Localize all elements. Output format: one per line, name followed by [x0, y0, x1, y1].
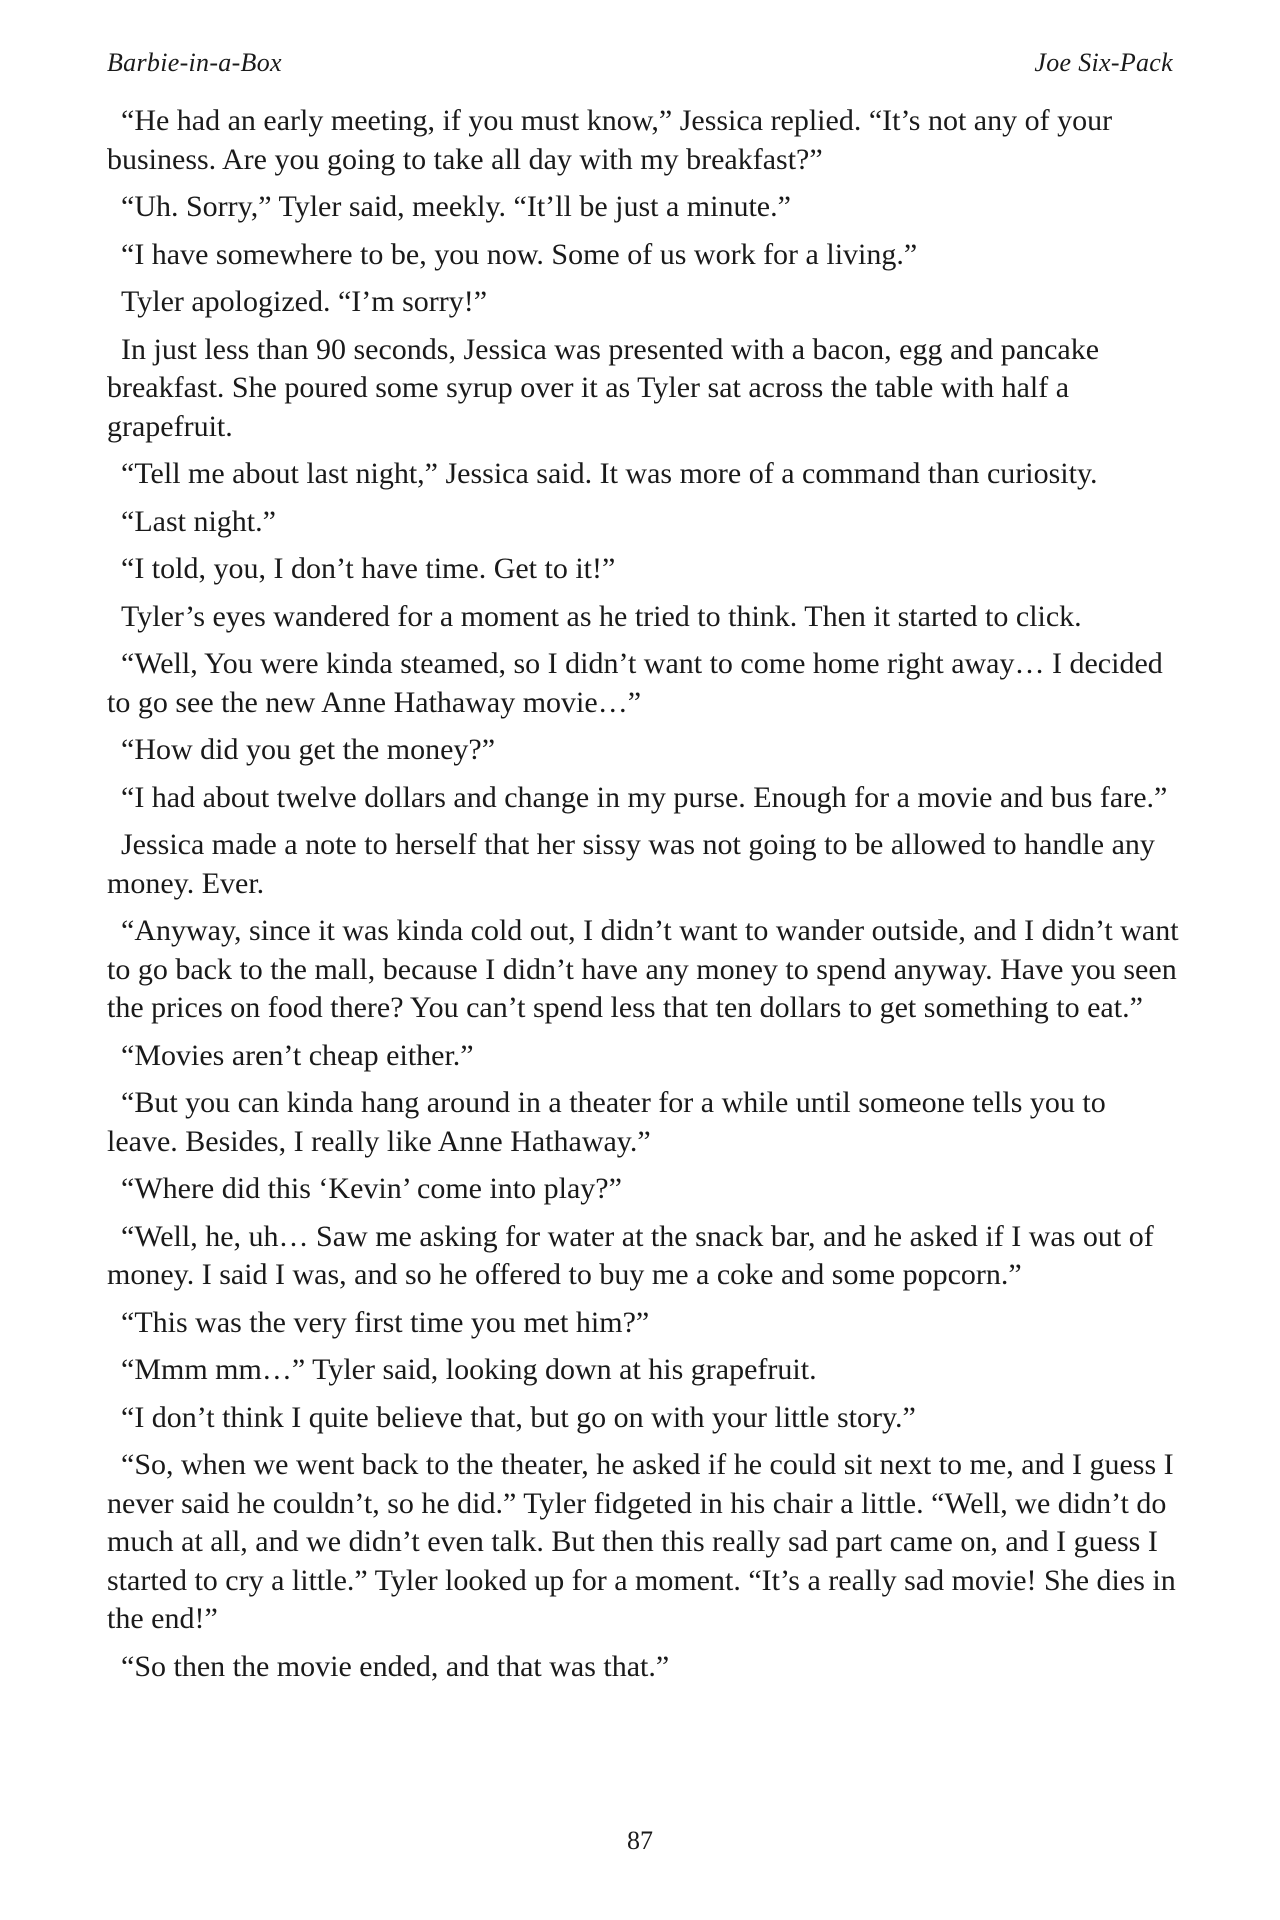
paragraph: “This was the very first time you met him?” — [121, 1305, 650, 1339]
paragraph: “I had about twelve dollars and change in my purse. Enough for a movie and bus fare.” — [121, 780, 1168, 814]
paragraph: “But you can kinda hang around in a theater for a while until someone tells you to leave. Besides, I really like Anne Hathaway.” — [107, 1086, 1106, 1158]
paragraph: “Mmm mm…” Tyler said, looking down at his grapefruit. — [121, 1353, 817, 1386]
page-number: 87 — [627, 1826, 653, 1855]
paragraph: “So, when we went back to the theater, he asked if he could sit next to me, and I guess I never said he couldn’t, so he did.” Tyler fidgeted in his chair a little. “Well, we didn’t do much at all, and we didn’t even talk. But then this really sad part came on, and I guess I started to cry a little.” Tyler looked up for a moment. “It’s a really sad movie! She dies in the end!” — [107, 1448, 1176, 1635]
paragraph: “Well, You were kinda steamed, so I didn’t want to come home right away… I decided to go see the new Anne Hathaway movie…” — [107, 647, 1163, 719]
paragraph: “So then the movie ended, and that was that.” — [121, 1649, 670, 1683]
running-header — [107, 48, 1173, 82]
paragraph: “Tell me about last night,” Jessica said. It was more of a command than curiosity. — [121, 457, 1098, 490]
running-header-book-title: Barbie-in-a-Box — [107, 48, 282, 77]
paragraph: “Well, he, uh… Saw me asking for water at the snack bar, and he asked if I was out of money. I said I was, and so he offered to buy me a coke and some popcorn.” — [107, 1219, 1154, 1291]
paragraph: “I have somewhere to be, you now. Some of us work for a living.” — [121, 237, 918, 271]
paragraph: “Uh. Sorry,” Tyler said, meekly. “It’ll be just a minute.” — [121, 190, 791, 223]
running-header-author: Joe Six-Pack — [1034, 48, 1173, 77]
paragraph: Jessica made a note to herself that her sissy was not going to be allowed to handle any money. Ever. — [107, 828, 1155, 900]
paragraph: “I don’t think I quite believe that, but go on with your little story.” — [121, 1400, 916, 1434]
paragraph: “He had an early meeting, if you must know,” Jessica replied. “It’s not any of your business. Are you going to take all day with my breakfast?” — [107, 104, 1113, 176]
paragraph: “Anyway, since it was kinda cold out, I didn’t want to wander outside, and I didn’t want to go back to the mall, because I didn’t have any money to spend anyway. Have you seen the prices on food there? You can’t spend less that ten dollars to get something to eat.” — [107, 914, 1179, 1024]
paragraph: “How did you get the money?” — [121, 733, 496, 766]
paragraph: Tyler’s eyes wandered for a moment as he tried to think. Then it started to click. — [121, 599, 1082, 633]
paragraph: Tyler apologized. “I’m sorry!” — [121, 285, 488, 318]
paragraph: In just less than 90 seconds, Jessica was presented with a bacon, egg and pancake breakfast. She poured some syrup over it as Tyler sat across the table with half a grapefruit. — [107, 332, 1100, 443]
paragraph: “Last night.” — [121, 504, 276, 538]
body-text — [107, 102, 1179, 1695]
paragraph: “I told, you, I don’t have time. Get to it!” — [121, 552, 616, 585]
paragraph: “Where did this ‘Kevin’ come into play?” — [121, 1172, 622, 1205]
paragraph: “Movies aren’t cheap either.” — [121, 1038, 474, 1072]
